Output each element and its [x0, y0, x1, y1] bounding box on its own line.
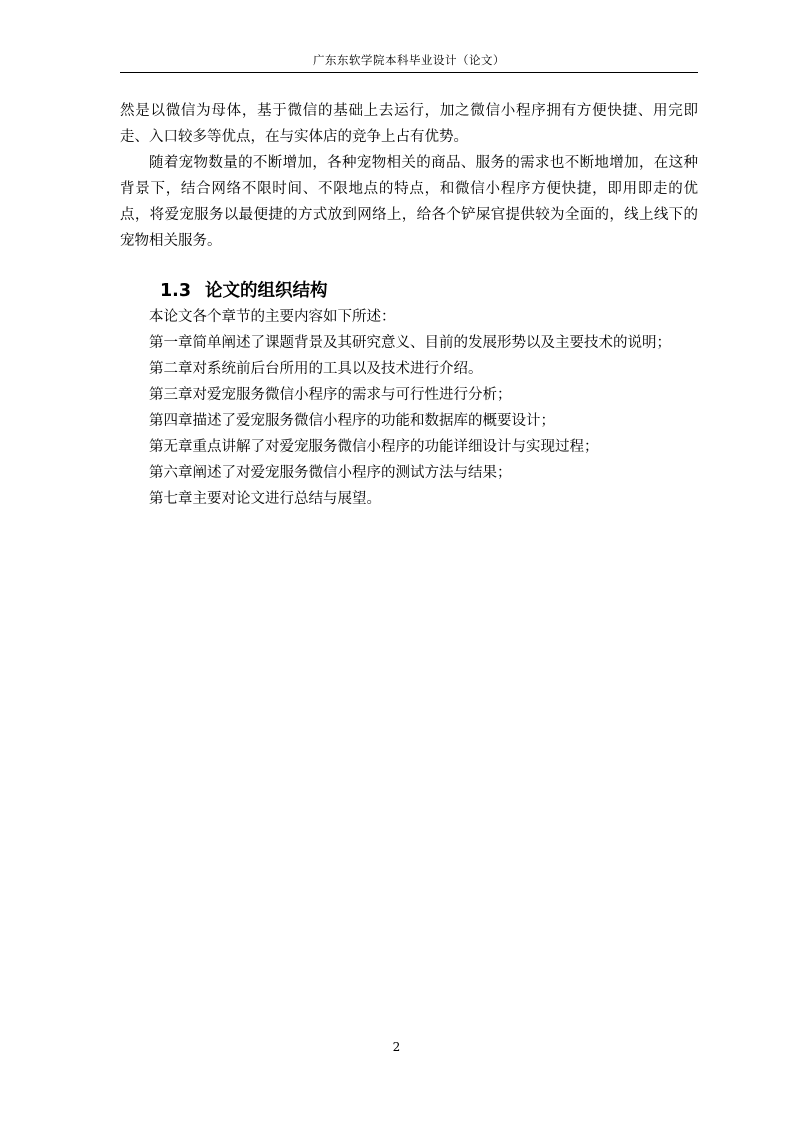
page-body	[120, 98, 698, 512]
header-divider	[120, 72, 698, 73]
section-heading	[160, 278, 698, 304]
page-number: 2	[392, 1040, 401, 1054]
section-intro: 本论文各个章节的主要内容如下所述：	[149, 309, 396, 325]
chapter-summary-3: 第三章对爱宠服务微信小程序的需求与可行性进行分析；	[149, 387, 512, 403]
page-header: 广东东软学院本科毕业设计（论文）	[313, 53, 505, 67]
chapter-summary-6: 第六章阐述了对爱宠服务微信小程序的测试方法与结果；	[149, 465, 512, 481]
chapter-summary-5: 第无章重点讲解了对爱宠服务微信小程序的功能详细设计与实现过程；	[149, 439, 599, 455]
chapter-summary-1: 第一章简单阐述了课题背景及其研究意义、目前的发展形势以及主要技术的说明；	[149, 335, 671, 351]
chapter-summary-4: 第四章描述了爱宠服务微信小程序的功能和数据库的概要设计；	[149, 413, 555, 429]
section-number: 1.3	[160, 281, 192, 301]
section-body	[120, 304, 698, 512]
chapter-summary-7: 第七章主要对论文进行总结与展望。	[149, 491, 381, 507]
paragraph-background: 随着宠物数量的不断增加，各种宠物相关的商品、服务的需求也不断地增加，在这种背景下，结合网络不限时间、不限地点的特点，和微信小程序方便快捷，即用即走的优点，将爱宠服务以最便捷的方式放到网络上，给各个铲屎官提供较为全面的，线上线下的宠物相关服务。	[120, 155, 698, 249]
paragraph-continuation: 然是以微信为母体，基于微信的基础上去运行，加之微信小程序拥有方便快捷、用完即走、入口较多等优点，在与实体店的竞争上占有优势。	[120, 103, 698, 145]
chapter-summary-2: 第二章对系统前后台所用的工具以及技术进行介绍。	[149, 361, 483, 377]
section-title: 论文的组织结构	[205, 281, 328, 301]
